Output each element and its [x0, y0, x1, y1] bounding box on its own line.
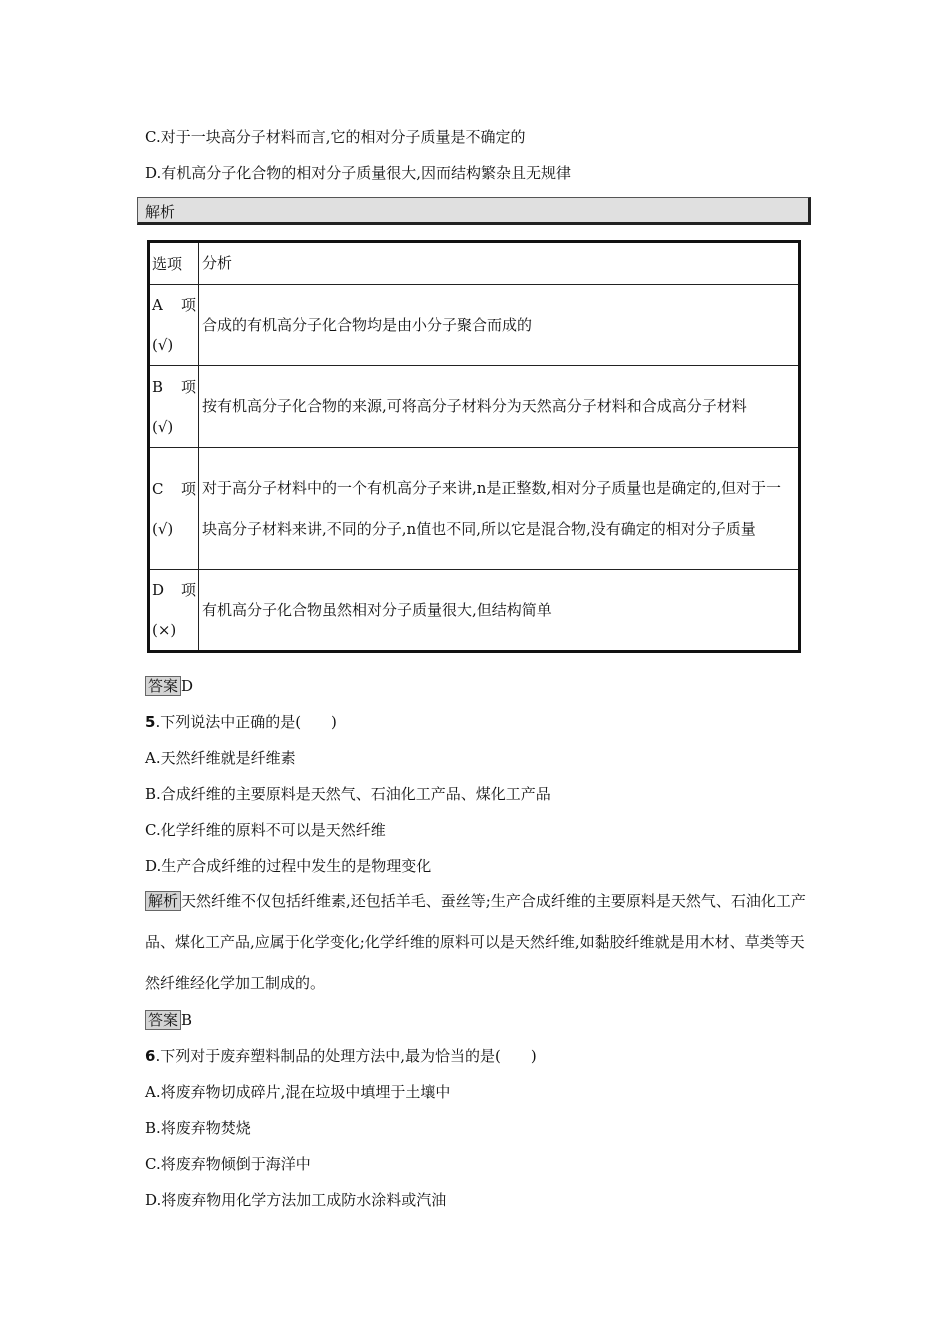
analysis-cell-b: 按有机高分子化合物的来源,可将高分子材料分为天然高分子材料和合成高分子材料: [199, 366, 800, 448]
q5-option-a: A.天然纤维就是纤维素: [145, 749, 296, 767]
answer-value: B: [181, 1011, 193, 1029]
answer-4: [145, 676, 193, 696]
option-letter: D: [152, 581, 165, 599]
option-mark: (√): [152, 417, 174, 436]
table-row: [149, 570, 800, 652]
question-number: 6: [145, 1047, 156, 1065]
analysis-cell-d: 有机高分子化合物虽然相对分子质量很大,但结构简单: [199, 570, 800, 652]
analysis-table-header-row: [149, 242, 800, 285]
q5-option-c: C.化学纤维的原料不可以是天然纤维: [145, 821, 386, 839]
option-mark: (√): [152, 519, 174, 538]
question-number: 5: [145, 713, 156, 731]
q6-option-b: B.将废弃物焚烧: [145, 1119, 251, 1137]
option-cell-c: [149, 448, 199, 570]
q5-option-d: D.生产合成纤维的过程中发生的是物理变化: [145, 857, 432, 875]
analysis-cell-c: 对于高分子材料中的一个有机高分子来讲,n是正整数,相对分子质量也是确定的,但对于一块高分子材料来讲,不同的分子,n值也不同,所以它是混合物,没有确定的相对分子质量: [199, 448, 800, 570]
option-cell-d: [149, 570, 199, 652]
question-stem-text: .下列说法中正确的是( ): [155, 713, 337, 731]
analysis-table: [147, 240, 801, 653]
answer-value: D: [181, 677, 194, 695]
table-row: [149, 366, 800, 448]
option-letter: B: [152, 377, 164, 396]
option-mark: (×): [152, 621, 177, 639]
q6-option-d: D.将废弃物用化学方法加工成防水涂料或汽油: [145, 1191, 447, 1209]
option-suffix: 项: [180, 296, 196, 314]
option-letter: A: [152, 296, 163, 314]
option-cell-b: [149, 366, 199, 448]
header-option-cell: 选项: [149, 242, 199, 285]
analysis-header-label: 解析: [145, 203, 176, 221]
question-5-stem: [145, 712, 337, 732]
answer-5: [145, 1010, 192, 1030]
q4-option-c: C.对于一块高分子材料而言,它的相对分子质量是不确定的: [145, 128, 526, 146]
q6-option-a: A.将废弃物切成碎片,混在垃圾中填埋于土壤中: [145, 1083, 451, 1101]
table-row: [149, 285, 800, 366]
option-suffix: 项: [180, 479, 196, 498]
answer-tag: 答案: [145, 1010, 181, 1030]
q6-option-c: C.将废弃物倾倒于海洋中: [145, 1155, 311, 1173]
header-analysis-cell: 分析: [199, 242, 800, 285]
answer-tag: 答案: [145, 676, 181, 696]
option-letter: C: [152, 479, 164, 498]
analysis-cell-a: 合成的有机高分子化合物均是由小分子聚合而成的: [199, 285, 800, 366]
q5-option-b: B.合成纤维的主要原料是天然气、石油化工产品、煤化工产品: [145, 785, 551, 803]
table-row: [149, 448, 800, 570]
option-suffix: 项: [180, 377, 196, 396]
q5-analysis: [145, 881, 815, 1004]
option-suffix: 项: [180, 581, 196, 599]
option-cell-a: [149, 285, 199, 366]
question-6-stem: [145, 1046, 537, 1066]
question-stem-text: .下列对于废弃塑料制品的处理方法中,最为恰当的是( ): [155, 1047, 537, 1065]
q4-option-d: D.有机高分子化合物的相对分子质量很大,因而结构繁杂且无规律: [145, 164, 572, 182]
analysis-text: 天然纤维不仅包括纤维素,还包括羊毛、蚕丝等;生产合成纤维的主要原料是天然气、石油化工产品、煤化工产品,应属于化学变化;化学纤维的原料可以是天然纤维,如黏胶纤维就是用木材、草类等天然纤维经化学加工制成的。: [145, 892, 806, 992]
option-mark: (√): [152, 336, 174, 354]
analysis-tag: 解析: [145, 891, 181, 911]
analysis-header-bar: [137, 197, 811, 225]
